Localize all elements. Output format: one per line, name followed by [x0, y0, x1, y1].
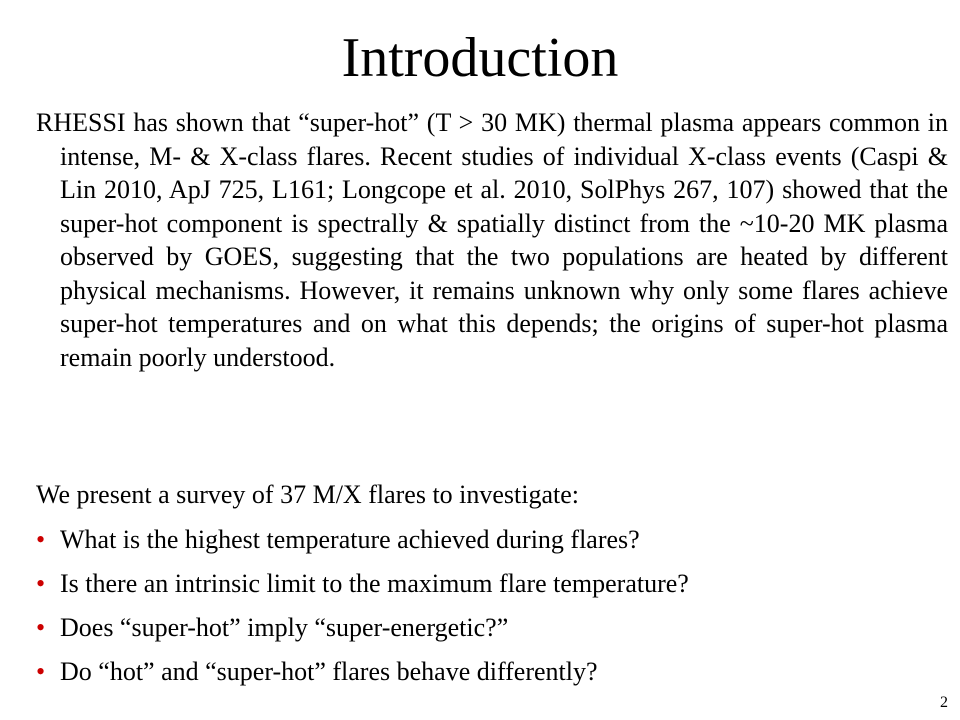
bullet-text: Does “super-hot” imply “super-energetic?”	[60, 613, 509, 642]
list-item	[36, 655, 924, 688]
question-list	[36, 523, 924, 699]
intro-paragraph: RHESSI has shown that “super-hot” (T > 30 MK) thermal plasma appears common in intense, M- & X-class flares. Recent studies of individual X-class events (Caspi & Lin 2010, ApJ 725, L161; Longcope et al. 2010, SolPhys 267, 107) showed that the super-hot component is spectrally & spatially distinct from the ~10-20 MK plasma observed by GOES, suggesting that the two populations are heated by different physical mechanisms. However, it remains unknown why only some flares achieve super-hot temperatures and on what this depends; the origins of super-hot plasma remain poorly understood.	[36, 108, 948, 372]
list-item	[36, 567, 924, 600]
bullet-icon: •	[36, 613, 46, 642]
bullet-icon: •	[36, 569, 46, 598]
slide-title: Introduction	[341, 27, 619, 89]
bullet-text: Is there an intrinsic limit to the maximum flare temperature?	[60, 569, 689, 598]
bullet-icon: •	[36, 657, 46, 686]
bullet-text: What is the highest temperature achieved during flares?	[60, 525, 640, 554]
list-item	[36, 523, 924, 556]
bullet-icon: •	[36, 525, 46, 554]
page-number: 2	[940, 694, 948, 711]
bullet-text: Do “hot” and “super-hot” flares behave differently?	[60, 657, 598, 686]
list-item	[36, 611, 924, 644]
survey-intro: We present a survey of 37 M/X flares to investigate:	[36, 480, 580, 509]
